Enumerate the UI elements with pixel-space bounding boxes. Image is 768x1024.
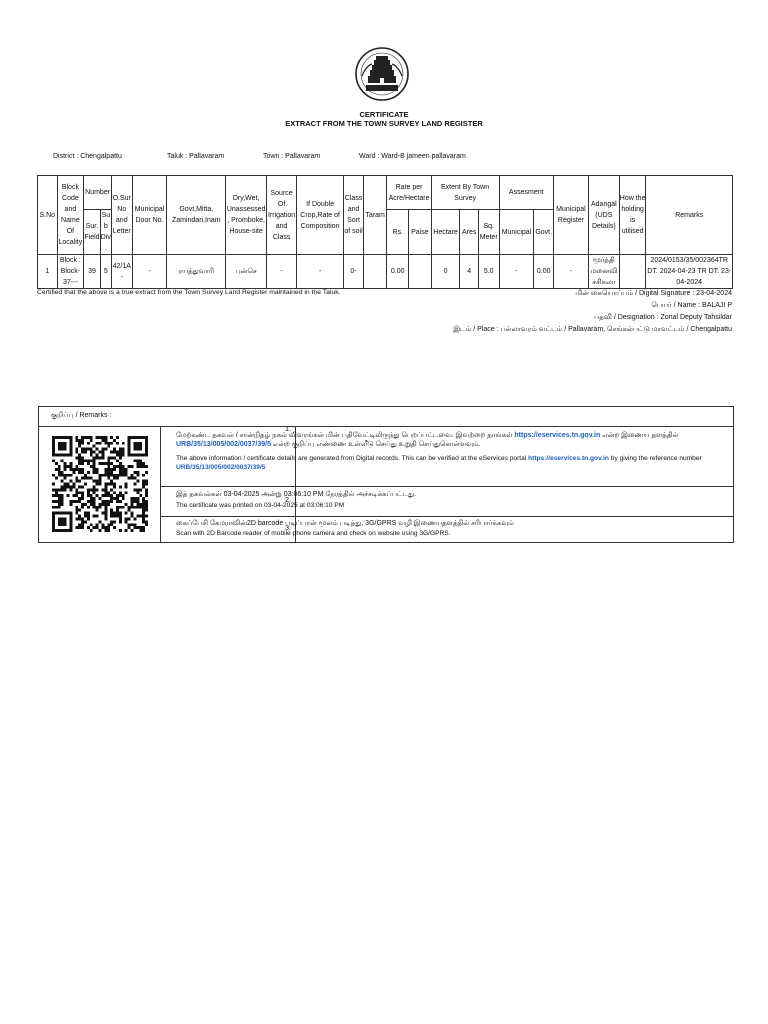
certificate-subtitle: EXTRACT FROM THE TOWN SURVEY LAND REGISTER [285, 119, 483, 128]
reference-number: URB/35/13/005/002/0037/39/5 [176, 441, 271, 448]
header-osur: O.Sur No and Letter [111, 176, 132, 255]
digital-signature: மின் கையொப்பம் / Digital Signature : 23-04-2024 [575, 290, 732, 297]
header-govt-sub: Govt. [534, 210, 554, 255]
header-rs: Rs. [387, 210, 409, 255]
header-sur-field: Sur. Field [84, 210, 100, 255]
header-class-sort: Class and Sort of soil [344, 176, 364, 255]
cell-rs: 0.00 [387, 255, 409, 289]
remark-item-2 [160, 486, 733, 517]
certified-statement: Certified that the above is a true extract from the Town Survey Land Register maintained in the Taluk. [37, 289, 341, 296]
cell-adangal: மூர்த்தி மனைவி சசிகலா [588, 255, 619, 289]
remark-3-tamil: கைப்பேசி கேமராவின்2D barcode படிப்பான் மூலம் படித்து, 3G/GPRS வழி இணையதளத்தில் சரிபார்க்கவும் [176, 520, 514, 527]
remark-item-3 [160, 516, 733, 542]
signer-name: பெயர் / Name : BALAJI P [651, 302, 732, 309]
cell-paise [409, 255, 432, 289]
cell-govt: ரயத்துவாரி [167, 255, 226, 289]
cell-sno: 1 [38, 255, 58, 289]
district-label: District : Chengalpattu [53, 153, 122, 160]
table-row [38, 255, 733, 289]
header-sq-meter: Sq. Meter [478, 210, 499, 255]
tamil-nadu-emblem [354, 46, 410, 102]
remarks-box [38, 406, 734, 543]
cell-sq-meter: 5.0 [478, 255, 499, 289]
cell-how-utilised [619, 255, 646, 289]
header-municipal-register: Municipal Register [553, 176, 588, 255]
town-label: Town : Pallavaram [263, 153, 321, 160]
reference-number: URB/35/13/005/002/0037/39/5 [176, 464, 266, 471]
header-ares: Ares [460, 210, 479, 255]
cell-class-sort: 0- [344, 255, 364, 289]
header-remarks: Remarks [646, 176, 733, 255]
header-number: Number [84, 176, 112, 210]
remarks-heading-label: குறிப்பு / Remarks : [51, 412, 112, 419]
header-municipal: Municipal [499, 210, 534, 255]
header-paise: Paise [409, 210, 432, 255]
header-municipal-door: Municipal Door No. [132, 176, 167, 255]
header-extent: Extent By Town Survey [431, 176, 499, 210]
header-adangal: Adangal (UDS Details) [588, 176, 619, 255]
remarks-heading [39, 407, 733, 427]
land-register-table [37, 175, 733, 289]
cell-sur-field: 39 [84, 255, 100, 289]
remark-3-english: Scan with 2D Barcode reader of mobile phone camera and check on website using 3G/GPRS. [176, 530, 451, 537]
header-rate: Rate per Acre/Hectare [387, 176, 431, 210]
remark-number-3: 3. [281, 516, 296, 542]
cell-double-crop: - [297, 255, 344, 289]
certificate-title: CERTIFICATE [359, 110, 409, 119]
header-source: Source Of Irrigation and Class [267, 176, 297, 255]
qr-code [52, 436, 148, 532]
cell-block: Block : Block-37--- [57, 255, 84, 289]
eservices-link[interactable]: https://eservices.tn.gov.in [528, 455, 609, 462]
cell-osur: 42/1A - [111, 255, 132, 289]
header-double-crop: If Double Crop,Rate of Composition [297, 176, 344, 255]
header-dry: Dry,Wet, Unassessed, Promboke, House-site [226, 176, 267, 255]
cell-municipal: - [499, 255, 534, 289]
remark-2-tamil: இத் தகவல்கள் 03-04-2025 அன்று 03:06:10 PM நேரத்தில் அச்சடிக்கப்பட்டது. [176, 491, 417, 498]
remark-2-english: The certificate was printed on 03-04-2025 at 03:06:10 PM [176, 502, 345, 509]
taluk-label: Taluk : Pallavaram [167, 153, 225, 160]
header-how-utilised: How the holding is utilised [619, 176, 646, 255]
ward-label: Ward : Ward-B jameen pallavaram [359, 153, 466, 160]
header-sub-div: Sub Div. [100, 210, 111, 255]
cell-govt-sub: 0.00 [534, 255, 554, 289]
eservices-link[interactable]: https://eservices.tn.gov.in [514, 432, 601, 439]
remark-number-1: 1. [281, 426, 296, 486]
cell-taram [363, 255, 387, 289]
header-block: Block Code and Name Of Locality [57, 176, 84, 255]
cell-remarks: 2024/0153/35/002364TR DT. 2024-04-23 TR DT: 23-04-2024 [646, 255, 733, 289]
qr-code-cell [39, 426, 161, 542]
cell-source: - [267, 255, 297, 289]
cell-sub-div: 5 [100, 255, 111, 289]
header-govt: Govt,Mitta, Zamindari,Inam [167, 176, 226, 255]
cell-ares: 4 [460, 255, 479, 289]
cell-municipal-register: - [553, 255, 588, 289]
signing-place: இடம் / Place : பல்லாவரம் வட்டம் / Pallavaram, செங்கல்பட்டு மாவட்டம் / Chengalpattu [453, 326, 732, 333]
header-assesment: Assesment [499, 176, 553, 210]
remark-1-tamil: மேற்கண்ட தகவல் / சான்றிதழ் நகல் விவரங்கள் மின் பதிவேட்டிலிருந்து பெறப்பட்டவை. இவற்றை தாங்கள் https://eservices.tn.gov.in என்ற இணைய தளத்தில் URB/35/13/005/002/0037/39/5 என்ற குறிப்பு எண்ணை உள்ளீடு செய்து உறுதி செய்துகொள்ளவும். [176, 432, 679, 448]
cell-dry: புன்செ [226, 255, 267, 289]
header-hectare: Hectare [431, 210, 460, 255]
header-sno: S.No [38, 176, 58, 255]
cell-hectare: 0 [431, 255, 460, 289]
remark-1-english: The above information / certificate details are generated from Digital records. This can be verified at the eServices portal https://eservices.tn.gov.in by giving the reference number URB/35/13/005/002/0037/39/5 [176, 455, 702, 471]
remark-number-2: 2. [281, 486, 296, 516]
header-taram: Taram [363, 176, 387, 255]
remark-item-1 [160, 426, 733, 487]
cell-municipal-door: - [132, 255, 167, 289]
signer-designation: பதவி / Designation : Zonal Deputy Tahsildar [594, 314, 732, 321]
